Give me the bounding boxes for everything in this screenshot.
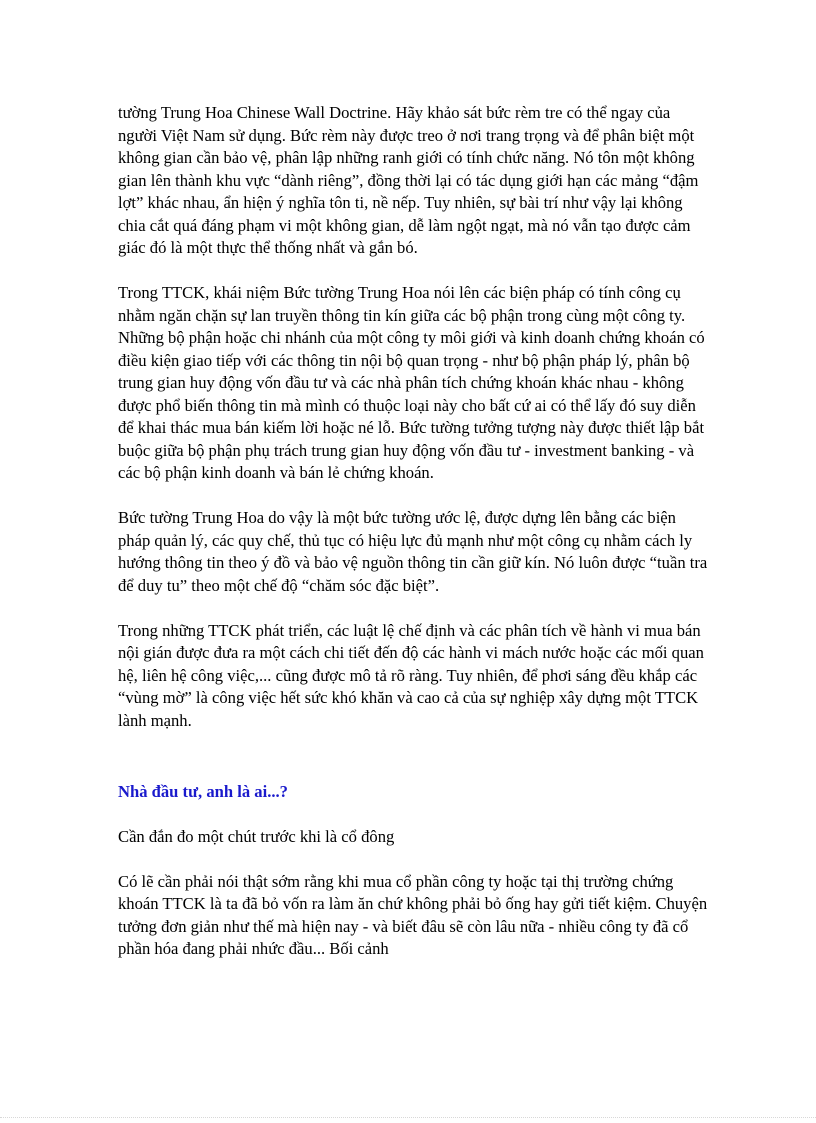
- page-bottom-border: [0, 1117, 816, 1118]
- section-spacer: [118, 755, 708, 781]
- paragraph-chinese-wall-intro: tường Trung Hoa Chinese Wall Doctrine. Hãy khảo sát bức rèm tre có thể ngay của người Việt Nam sử dụng. Bức rèm này được treo ở nơi trang trọng và để phân biệt một không gian cần bảo vệ, phân lập những ranh giới có tính chức năng. Nó tôn một không gian lên thành khu vực “dành riêng”, đồng thời lại có tác dụng giới hạn các mảng “đậm lợt” khác nhau, ẩn hiện ý nghĩa tôn ti, nề nếp. Tuy nhiên, sự bài trí như vậy lại không chia cắt quá đáng phạm vi một không gian, dễ làm ngột ngạt, mà nó vẫn tạo được cảm giác đó là một thực thể thống nhất và gắn bó.: [118, 103, 699, 257]
- paragraph-chinese-wall-convention: Bức tường Trung Hoa do vậy là một bức tường ước lệ, được dựng lên bằng các biện pháp quản lý, các quy chế, thủ tục có hiệu lực đủ mạnh như một công cụ nhằm cách ly hướng thông tin theo ý đồ và bảo vệ nguồn thông tin cần giữ kín. Nó luôn được “tuần tra để duy tu” theo một chế độ “chăm sóc đặc biệt”.: [118, 508, 708, 595]
- paragraph-chinese-wall-ttck: Trong TTCK, khái niệm Bức tường Trung Hoa nói lên các biện pháp có tính công cụ nhằm ngăn chặn sự lan truyền thông tin kín giữa các bộ phận trong cùng một công ty. Những bộ phận hoặc chi nhánh của một công ty môi giới và kinh doanh chứng khoán có điều kiện giao tiếp với các thông tin nội bộ quan trọng - như bộ phận pháp lý, phân bộ trung gian huy động vốn đầu tư và các nhà phân tích chứng khoán khác nhau - không được phổ biến thông tin mà mình có thuộc loại này cho bất cứ ai có thể lấy đó suy diễn để khai thác mua bán kiếm lời hoặc né lỗ. Bức tường tưởng tượng này được thiết lập bắt buộc giữa bộ phận phụ trách trung gian huy động vốn đầu tư - investment banking - và các bộ phận kinh doanh và bán lẻ chứng khoán.: [118, 283, 705, 482]
- paragraph-shareholder: Có lẽ cần phải nói thật sớm rằng khi mua cổ phần công ty hoặc tại thị trường chứng khoán TTCK là ta đã bỏ vốn ra làm ăn chứ không phải bỏ ống hay gửi tiết kiệm. Chuyện tưởng đơn giản như thế mà hiện nay - và biết đâu sẽ còn lâu nữa - nhiều công ty đã cổ phần hóa đang phải nhức đầu... Bối cảnh: [118, 871, 708, 958]
- document-page: [118, 102, 708, 983]
- paragraph-developed-markets: Trong những TTCK phát triển, các luật lệ chế định và các phân tích về hành vi mua bán nội gián được đưa ra một cách chi tiết đến độ các hành vi mách nước hoặc các mối quan hệ, liên hệ công việc,... cũng được mô tả rõ ràng. Tuy nhiên, để phơi sáng đều khắp các “vùng mờ” là công việc hết sức khó khăn và cao cả của sự nghiệp xây dựng một TTCK lành mạnh.: [118, 620, 704, 730]
- section-subheading: Cần đắn đo một chút trước khi là cổ đông: [118, 826, 395, 846]
- section-heading: Nhà đầu tư, anh là ai...?: [118, 781, 288, 801]
